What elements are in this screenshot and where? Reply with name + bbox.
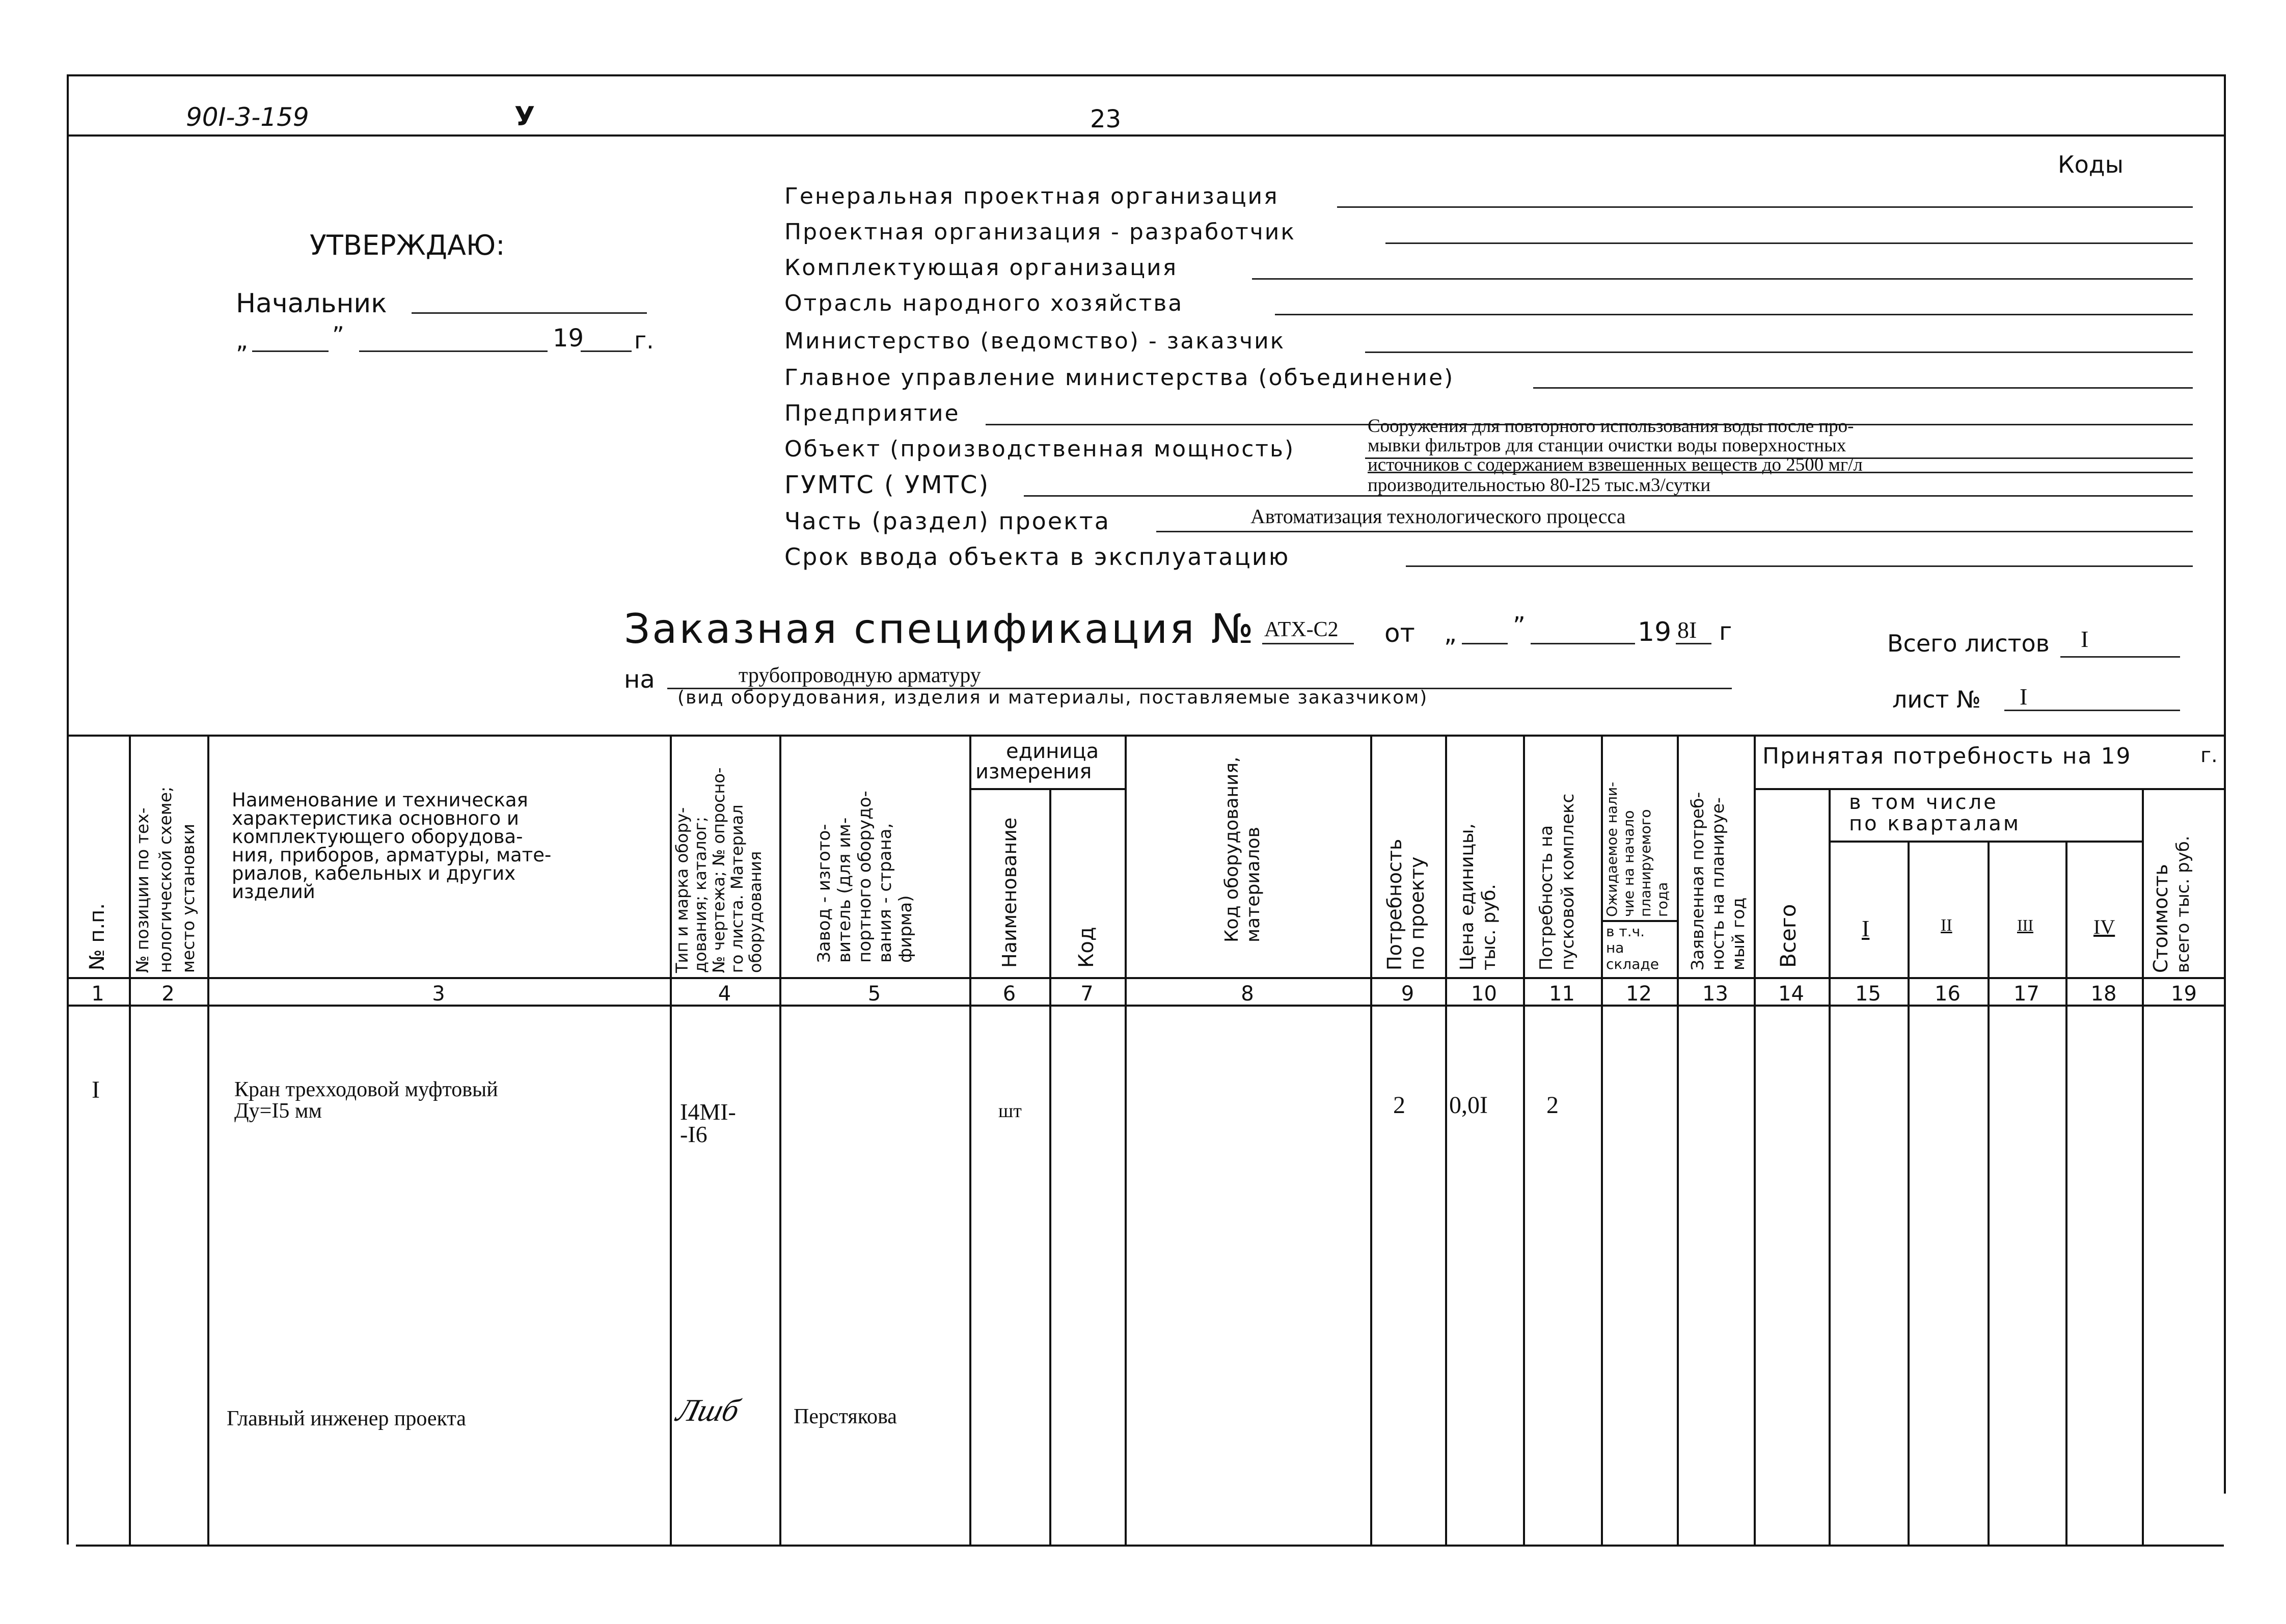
sheet-number: I	[2020, 684, 2028, 710]
header-col-7: Код	[1075, 927, 1098, 968]
header-col-5-l5: фирма)	[895, 895, 916, 963]
field-design-org-label: Проектная организация - разработчик	[784, 219, 1296, 245]
field-general-org-label: Генеральная проектная организация	[784, 183, 1279, 209]
header-accepted-suffix: г.	[2200, 744, 2218, 767]
header-col-12a-l1: Ожидаемое нали-	[1603, 781, 1620, 917]
signature-name: Перстякова	[794, 1405, 897, 1428]
col-line	[129, 735, 131, 1545]
header-col-3-l4: ния, приборов, арматуры, мате-	[232, 844, 552, 866]
col-number: 8	[1241, 982, 1254, 1006]
col-line	[1754, 735, 1756, 1545]
col-number: 1	[91, 982, 104, 1006]
col-number: 6	[1002, 982, 1016, 1006]
header-col-3-l3: комплектующего оборудова-	[232, 826, 523, 848]
header-col-3-l6: изделий	[232, 881, 315, 903]
col-line	[2142, 788, 2144, 1545]
header-unit-group-l2: измерения	[975, 760, 1092, 783]
sheet-number-line	[2004, 710, 2180, 711]
header-col-10-l2: тыс. руб.	[1479, 884, 1500, 970]
spec-year-line	[1676, 643, 1711, 644]
col-line	[1370, 735, 1372, 1545]
field-object-label: Объект (производственная мощность)	[784, 436, 1295, 462]
col-line	[969, 735, 971, 1545]
header-col-4-l3: № чертежа; № опросно-	[709, 767, 728, 973]
col-number: 2	[161, 982, 175, 1006]
frame-right	[2224, 74, 2226, 1494]
col-number: 16	[1935, 982, 1961, 1006]
row-type-line-2: -I6	[680, 1121, 707, 1147]
col-number: 14	[1778, 982, 1804, 1006]
header-quarter-2: II	[1941, 916, 1952, 935]
header-col-4-l2: дования; каталог;	[691, 817, 710, 973]
spec-from-label: от	[1384, 618, 1415, 648]
col-line	[1125, 735, 1127, 1545]
frame-bottom	[76, 1545, 2224, 1547]
col-line	[1049, 788, 1051, 1545]
row-name-line-2: Ду=I5 мм	[234, 1099, 322, 1123]
sheet-label: лист №	[1892, 686, 1981, 713]
header-col-8-l1: Код оборудования,	[1221, 756, 1242, 942]
header-col-2-l2: нологической схеме;	[155, 786, 175, 973]
col-line	[670, 735, 672, 1545]
signature-mark: Лшб	[672, 1393, 744, 1428]
row-start-need: 2	[1546, 1092, 1559, 1119]
unit-group-line	[969, 788, 1125, 790]
spec-year-prefix: 19	[1638, 617, 1672, 647]
col-number: 13	[1702, 982, 1728, 1006]
header-col-8-l2: материалов	[1243, 827, 1264, 942]
chief-line	[412, 312, 647, 314]
accepted-group-line	[1754, 788, 2226, 790]
table-top	[67, 735, 2226, 737]
field-part-value: Автоматизация технологического процесса	[1250, 505, 1626, 528]
field-ministry-label: Министерство (ведомство) - заказчик	[784, 328, 1286, 354]
col-number: 10	[1471, 982, 1497, 1006]
field-design-org-line	[1385, 242, 2193, 244]
date-day-line	[252, 350, 329, 352]
field-deadline-label: Срок ввода объекта в эксплуатацию	[784, 543, 1290, 571]
header-col-13-l1: Заявленная потреб-	[1688, 792, 1707, 970]
col-line	[779, 735, 781, 1545]
header-col-3-l5: риалов, кабельных и других	[232, 862, 516, 884]
chief-label: Начальник	[236, 288, 387, 319]
col-number: 15	[1855, 982, 1881, 1006]
row-number: I	[92, 1076, 100, 1103]
date-year-line	[581, 350, 632, 352]
header-col-3-l1: Наименование и техническая	[232, 789, 528, 811]
header-quarter-4: IV	[2093, 915, 2115, 938]
header-col-13-l3: мый год	[1728, 897, 1748, 970]
header-col-19-l1: Стоимость	[2149, 864, 2172, 973]
doc-letter: У	[514, 101, 535, 132]
header-col-9-l2: по проекту	[1406, 856, 1428, 970]
header-col-12b-l3: складе	[1606, 956, 1659, 972]
header-col-12a-l2: чие на начало	[1620, 810, 1637, 917]
header-accepted-group: Принятая потребность на 19	[1762, 743, 2132, 769]
header-col-3-l2: характеристика основного и	[232, 807, 519, 829]
header-col-2-l3: место установки	[178, 824, 198, 973]
total-sheets-line	[2060, 656, 2180, 658]
col-line	[207, 735, 209, 1545]
header-col-12a-l4: года	[1654, 882, 1671, 917]
field-main-dept-label: Главное управление министерства (объединение)	[784, 365, 1455, 391]
col-number: 17	[2013, 982, 2039, 1006]
object-desc-line-1: Сооружения для повторного использования воды после про-	[1368, 416, 1854, 437]
row-price: 0,0I	[1449, 1092, 1488, 1119]
header-col-5-l4: вания - страна,	[875, 823, 895, 963]
row-unit: шт	[998, 1100, 1022, 1122]
header-col-5-l1: Завод - изгото-	[814, 824, 834, 963]
header-col-5-l3: портного оборудо-	[855, 791, 875, 963]
doc-code: 90I-3-159	[186, 102, 309, 132]
object-desc-line-4: производительностью 80-I25 тыс.м3/сутки	[1368, 475, 1711, 496]
header-col-2-l1: № позиции по тех-	[132, 807, 152, 973]
col-line	[1908, 841, 1910, 1545]
frame-left	[67, 74, 69, 1545]
header-col-6: Наименование	[998, 817, 1021, 968]
header-col-12b-l2: на	[1606, 939, 1624, 956]
header-col-11-l2: пусковой комплекс	[1558, 793, 1578, 970]
header-quarters-l2: по кварталам	[1849, 812, 2021, 835]
col-line	[1677, 735, 1679, 1545]
col-number: 9	[1401, 982, 1414, 1006]
c12-split-line	[1601, 920, 1677, 922]
row-type-line-1: I4МI-	[680, 1099, 736, 1125]
header-col-9-l1: Потребность	[1383, 838, 1406, 970]
col-number: 4	[718, 982, 731, 1006]
field-industry-line	[1275, 314, 2193, 315]
spec-title: Заказная спецификация №	[624, 605, 1256, 653]
field-part-line	[1156, 531, 2193, 532]
header-col-12b-l1: в т.ч.	[1606, 923, 1645, 940]
header-col-19-l2: всего тыс. руб.	[2173, 835, 2193, 973]
table-colnum-top	[67, 977, 2226, 979]
header-col-1: № п.п.	[86, 903, 109, 970]
header-col-10-l1: Цена единицы,	[1457, 823, 1478, 970]
spec-subject: трубопроводную арматуру	[739, 664, 981, 687]
field-ministry-line	[1365, 351, 2193, 353]
field-industry-label: Отрасль народного хозяйства	[784, 290, 1184, 316]
object-desc-underline-2	[1368, 472, 2193, 473]
field-deadline-line	[1406, 565, 2193, 567]
header-quarter-3: III	[2017, 916, 2033, 934]
header-col-4-l1: Тип и марка обору-	[672, 807, 692, 973]
header-quarter-1: I	[1862, 915, 1870, 941]
signature-role: Главный инженер проекта	[227, 1407, 466, 1430]
row-need: 2	[1393, 1092, 1405, 1119]
header-divider	[67, 134, 2226, 137]
field-general-org-line	[1337, 206, 2193, 208]
header-col-14: Всего	[1776, 904, 1801, 968]
col-number: 12	[1626, 982, 1652, 1006]
header-col-12a-l3: планируемого	[1637, 809, 1654, 917]
header-col-4-l4: го листа. Материал	[727, 804, 747, 973]
date-close-quote: ”	[332, 321, 344, 349]
col-number: 11	[1549, 982, 1575, 1006]
date-month-line	[359, 350, 548, 352]
date-year-suffix: г.	[634, 327, 654, 354]
col-line	[1523, 735, 1525, 1545]
approval-title: УТВЕРЖДАЮ:	[310, 229, 505, 261]
date-open-quote: „	[236, 327, 248, 354]
row-name-line-1: Кран трехходовой муфтовый	[234, 1078, 498, 1101]
quarters-group-line	[1829, 841, 2142, 843]
field-enterprise-label: Предприятие	[784, 400, 960, 426]
spec-month-line	[1531, 643, 1635, 644]
spec-year-suffix: г	[1719, 617, 1732, 646]
page-number: 23	[1090, 105, 1122, 133]
col-number: 18	[2090, 982, 2117, 1006]
col-line	[1988, 841, 1990, 1545]
spec-quote-close: ”	[1513, 612, 1526, 640]
header-col-5-l2: витель (для им-	[834, 817, 855, 963]
field-gumts-label: ГУМТС ( УМТС)	[784, 471, 990, 499]
codes-label: Коды	[2058, 151, 2124, 178]
spec-year-value: 8I	[1677, 617, 1697, 643]
col-line	[2065, 841, 2067, 1545]
col-number: 5	[867, 982, 881, 1006]
col-line	[1601, 735, 1603, 1545]
spec-quote-open: „	[1444, 619, 1457, 648]
col-number: 3	[432, 982, 445, 1006]
col-line	[1829, 788, 1831, 1545]
object-desc-line-2: мывки фильтров для станции очистки воды поверхностных	[1368, 435, 1846, 456]
spec-number: АТХ-С2	[1264, 618, 1339, 641]
frame-top	[67, 74, 2226, 76]
col-number: 19	[2171, 982, 2197, 1006]
date-year-prefix: 19	[553, 324, 584, 353]
header-col-11-l1: Потребность на	[1536, 825, 1557, 970]
spec-subject-caption: (вид оборудования, изделия и материалы, поставляемые заказчиком)	[677, 687, 1428, 708]
spec-on-label: на	[624, 665, 655, 694]
total-sheets-value: I	[2081, 626, 2089, 652]
object-desc-line-3: источников с содержанием взвешенных веществ до 2500 мг/л	[1368, 454, 1863, 475]
spec-number-line	[1262, 643, 1354, 644]
col-line	[1445, 735, 1447, 1545]
field-supply-org-label: Комплектующая организация	[784, 255, 1178, 281]
header-quarters-l1: в том числе	[1849, 791, 1998, 814]
field-main-dept-line	[1533, 387, 2193, 389]
spec-day-line	[1462, 643, 1508, 644]
field-supply-org-line	[1252, 278, 2193, 280]
total-sheets-label: Всего листов	[1887, 630, 2050, 657]
field-part-label: Часть (раздел) проекта	[784, 507, 1110, 535]
header-col-13-l2: ность на планируе-	[1708, 797, 1728, 970]
col-number: 7	[1080, 982, 1094, 1006]
header-unit-group-l1: единица	[1006, 740, 1099, 763]
header-col-4-l5: оборудования	[746, 851, 765, 973]
